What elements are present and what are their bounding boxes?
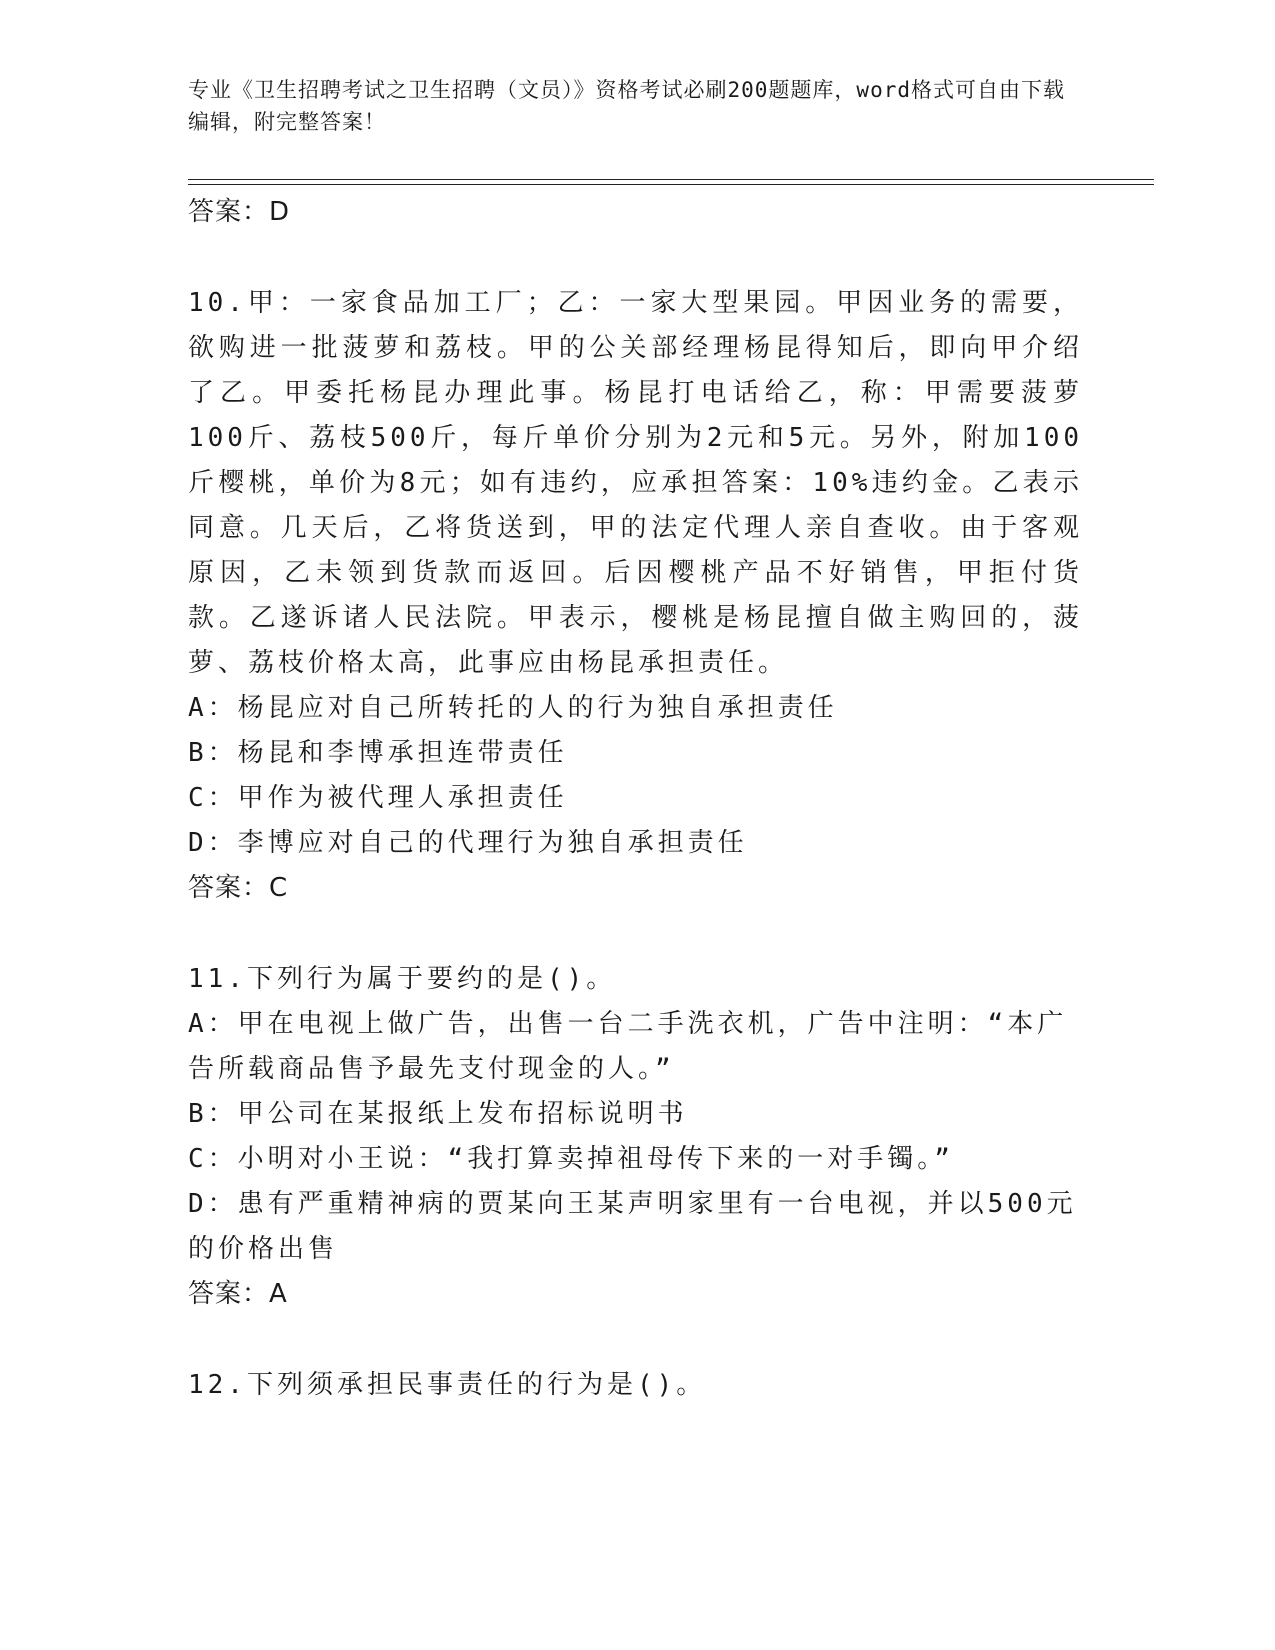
question-block <box>188 281 1083 911</box>
option-a: A：甲在电视上做广告，出售一台二手洗衣机，广告中注明：“本广告所载商品售予最先支付现金的人。” <box>188 1009 1068 1084</box>
option-a: A：杨昆应对自己所转托的人的行为独自承担责任 <box>188 693 838 723</box>
question-text: 12.下列须承担民事责任的行为是()。 <box>188 1370 707 1400</box>
header-divider-bottom <box>188 184 1154 185</box>
option-d: D：李博应对自己的代理行为独自承担责任 <box>188 828 748 858</box>
option-c: C：小明对小王说：“我打算卖掉祖母传下来的一对手镯。” <box>188 1144 954 1174</box>
question-block <box>188 957 1083 1317</box>
question-text: 11.下列行为属于要约的是()。 <box>188 964 617 994</box>
spacer <box>188 1317 1083 1363</box>
option-c: C：甲作为被代理人承担责任 <box>188 783 568 813</box>
option-b: B：甲公司在某报纸上发布招标说明书 <box>188 1099 688 1129</box>
answer-line: 答案：A <box>188 1279 288 1309</box>
page-header: 专业《卫生招聘考试之卫生招聘（文员）》资格考试必刷200题题库，word格式可自由下载编辑，附完整答案！ <box>188 78 1065 134</box>
question-block <box>188 1363 1083 1408</box>
option-b: B：杨昆和李博承担连带责任 <box>188 738 568 768</box>
header-divider-top <box>188 179 1154 180</box>
option-d: D：患有严重精神病的贾某向王某声明家里有一台电视，并以500元的价格出售 <box>188 1189 1077 1264</box>
spacer <box>188 911 1083 957</box>
spacer <box>188 235 1083 281</box>
answer-line: 答案：C <box>188 873 289 903</box>
answer-line: 答案：D <box>188 197 291 227</box>
document-body <box>188 188 1083 1408</box>
question-text: 10.甲：一家食品加工厂；乙：一家大型果园。甲因业务的需要，欲购进一批菠萝和荔枝。甲的公关部经理杨昆得知后，即向甲介绍了乙。甲委托杨昆办理此事。杨昆打电话给乙，称：甲需要菠萝100斤、荔枝500斤，每斤单价分别为2元和5元。另外，附加100斤樱桃，单价为8元；如有违约，应承担答案：10%违约金。乙表示同意。几天后，乙将货送到，甲的法定代理人亲自查收。由于客观原因，乙未领到货款而返回。后因樱桃产品不好销售，甲拒付货款。乙遂诉诸人民法院。甲表示，樱桃是杨昆擅自做主购回的，菠萝、荔枝价格太高，此事应由杨昆承担责任。 <box>188 288 1083 678</box>
